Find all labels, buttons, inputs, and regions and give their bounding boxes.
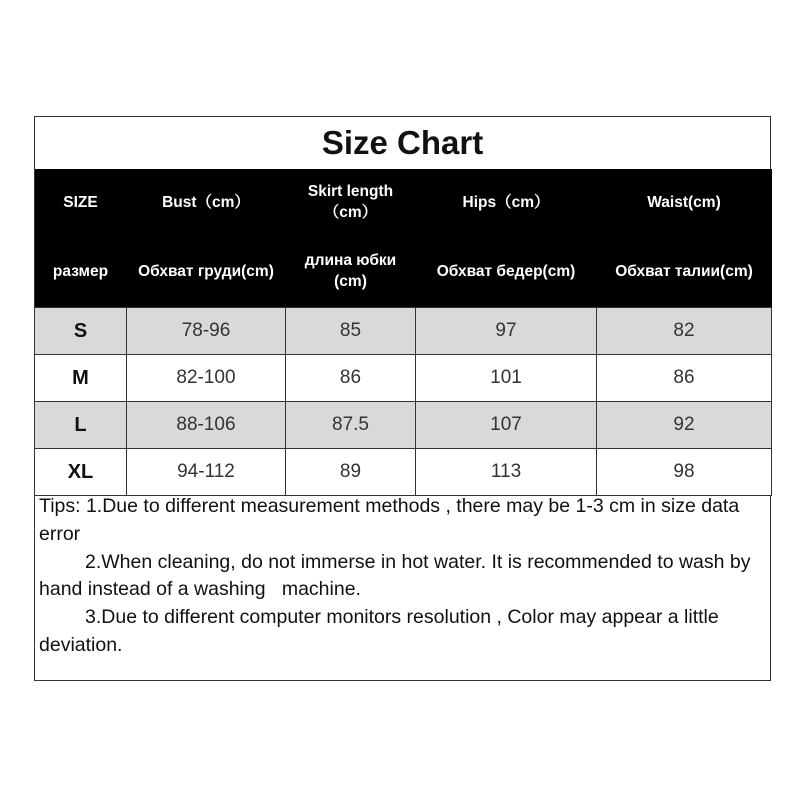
size-table <box>34 169 772 496</box>
tips-section <box>39 493 765 660</box>
table-row <box>35 402 772 449</box>
size-cell: M <box>35 355 127 402</box>
hips-cell: 113 <box>416 449 597 496</box>
header-hips: Hips（cm） <box>416 169 597 235</box>
hips-cell: 97 <box>416 308 597 355</box>
header-row-ru <box>35 235 772 308</box>
header-size: SIZE <box>35 169 127 235</box>
tip-1: Tips: 1.Due to different measurement methods , there may be 1-3 cm in size data error <box>39 495 740 545</box>
skirt-length-cell: 89 <box>286 449 416 496</box>
waist-cell: 86 <box>597 355 772 402</box>
header-row-en <box>35 169 772 235</box>
size-chart-frame <box>34 116 771 681</box>
tip-2: 2.When cleaning, do not immerse in hot water. It is recommended to wash by hand instead of a washing machine. <box>39 550 756 601</box>
table-row <box>35 355 772 402</box>
waist-cell: 92 <box>597 402 772 449</box>
size-cell: L <box>35 402 127 449</box>
size-cell: S <box>35 308 127 355</box>
header-skirt-length: Skirt length （cm） <box>286 169 416 235</box>
hips-cell: 107 <box>416 402 597 449</box>
header-hips-ru: Обхват бедер(cm) <box>416 235 597 308</box>
bust-cell: 94-112 <box>127 449 286 496</box>
table-row <box>35 308 772 355</box>
header-size-ru: размер <box>35 235 127 308</box>
bust-cell: 78-96 <box>127 308 286 355</box>
bust-cell: 82-100 <box>127 355 286 402</box>
bust-cell: 88-106 <box>127 402 286 449</box>
header-bust: Bust（cm） <box>127 169 286 235</box>
hips-cell: 101 <box>416 355 597 402</box>
waist-cell: 82 <box>597 308 772 355</box>
size-cell: XL <box>35 449 127 496</box>
waist-cell: 98 <box>597 449 772 496</box>
table-row <box>35 449 772 496</box>
header-waist-ru: Обхват талии(cm) <box>597 235 772 308</box>
skirt-length-cell: 86 <box>286 355 416 402</box>
header-bust-ru: Обхват груди(cm) <box>127 235 286 308</box>
skirt-length-cell: 85 <box>286 308 416 355</box>
header-waist: Waist(cm) <box>597 169 772 235</box>
skirt-length-cell: 87.5 <box>286 402 416 449</box>
chart-title: Size Chart <box>321 124 484 161</box>
tip-3: 3.Due to different computer monitors resolution , Color may appear a little deviation. <box>39 606 719 656</box>
header-skirt-length-ru: длина юбки (cm) <box>286 235 416 308</box>
